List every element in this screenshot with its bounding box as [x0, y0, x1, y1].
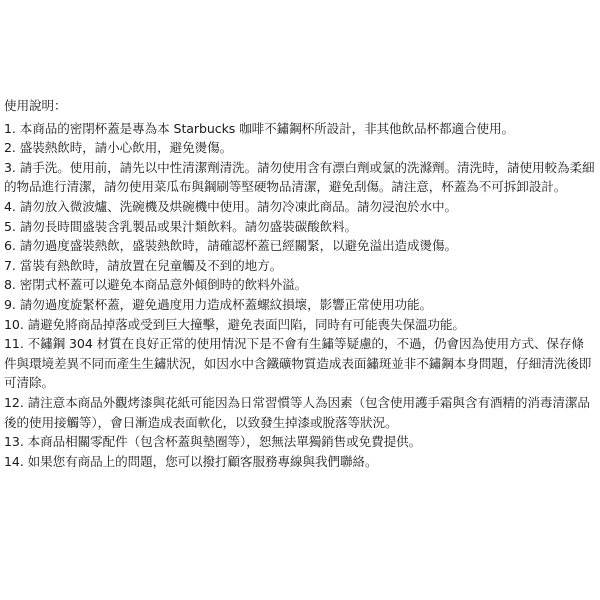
instruction-item-12: 12. 請注意本商品外觀烤漆與花紙可能因為日常習慣等人為因素（包含使用護手霜與含有酒精的消毒清潔品後的使用接觸等），會日漸造成表面軟化，以致發生掉漆或脫落等狀況。 [4, 394, 590, 430]
instruction-item-8: 8. 密閉式杯蓋可以避免本商品意外傾倒時的飲料外溢。 [4, 277, 308, 293]
instruction-item-1: 1. 本商品的密閉杯蓋是專為本 Starbucks 咖啡不鏽鋼杯所設計，非其他飲品杯都適合使用。 [4, 120, 514, 136]
instruction-item-5: 5. 請勿長時間盛裝含乳製品或果汁類飲料。請勿盛裝碳酸飲料。 [4, 218, 358, 234]
instruction-item-14: 14. 如果您有商品上的問題，您可以撥打顧客服務專線與我們聯絡。 [4, 453, 378, 469]
instruction-item-9: 9. 請勿過度旋緊杯蓋，避免過度用力造成杯蓋螺紋損壞，影響正常使用功能。 [4, 296, 433, 312]
usage-instructions [4, 96, 596, 471]
instructions-title: 使用說明： [4, 98, 67, 113]
instruction-item-10: 10. 請避免將商品掉落或受到巨大撞擊，避免表面凹陷，同時有可能喪失保溫功能。 [4, 316, 465, 332]
instruction-item-13: 13. 本商品相關零配件（包含杯蓋與墊圈等），恕無法單獨銷售或免費提供。 [4, 434, 422, 450]
instruction-item-2: 2. 盛裝熱飲時，請小心飲用，避免燙傷。 [4, 140, 233, 156]
instruction-item-11: 11. 不鏽鋼 304 材質在良好正常的使用情況下是不會有生鏽等疑慮的，不過，仍會因為使用方式、保存條件與環境差異不同而產生生鏽狀況，如因水中含鐵礦物質造成表面鏽斑並非不鏽鋼本身問題，仔細清洗後即可清除。 [4, 336, 592, 391]
instruction-item-3: 3. 請手洗。使用前，請先以中性清潔劑清洗。請勿使用含有漂白劑或氯的洗滌劑。清洗時，請使用較為柔細的物品進行清潔，請勿使用菜瓜布與鋼刷等堅硬物品清潔，避免刮傷。請注意，杯蓋為不可拆卸設計。 [4, 159, 595, 195]
instruction-item-4: 4. 請勿放入微波爐、洗碗機及烘碗機中使用。請勿冷凍此商品。請勿浸泡於水中。 [4, 198, 458, 214]
instruction-item-6: 6. 請勿過度盛裝熱飲，盛裝熱飲時，請確認杯蓋已經關緊，以避免溢出造成燙傷。 [4, 238, 458, 254]
instruction-item-7: 7. 當裝有熱飲時，請放置在兒童觸及不到的地方。 [4, 257, 283, 273]
